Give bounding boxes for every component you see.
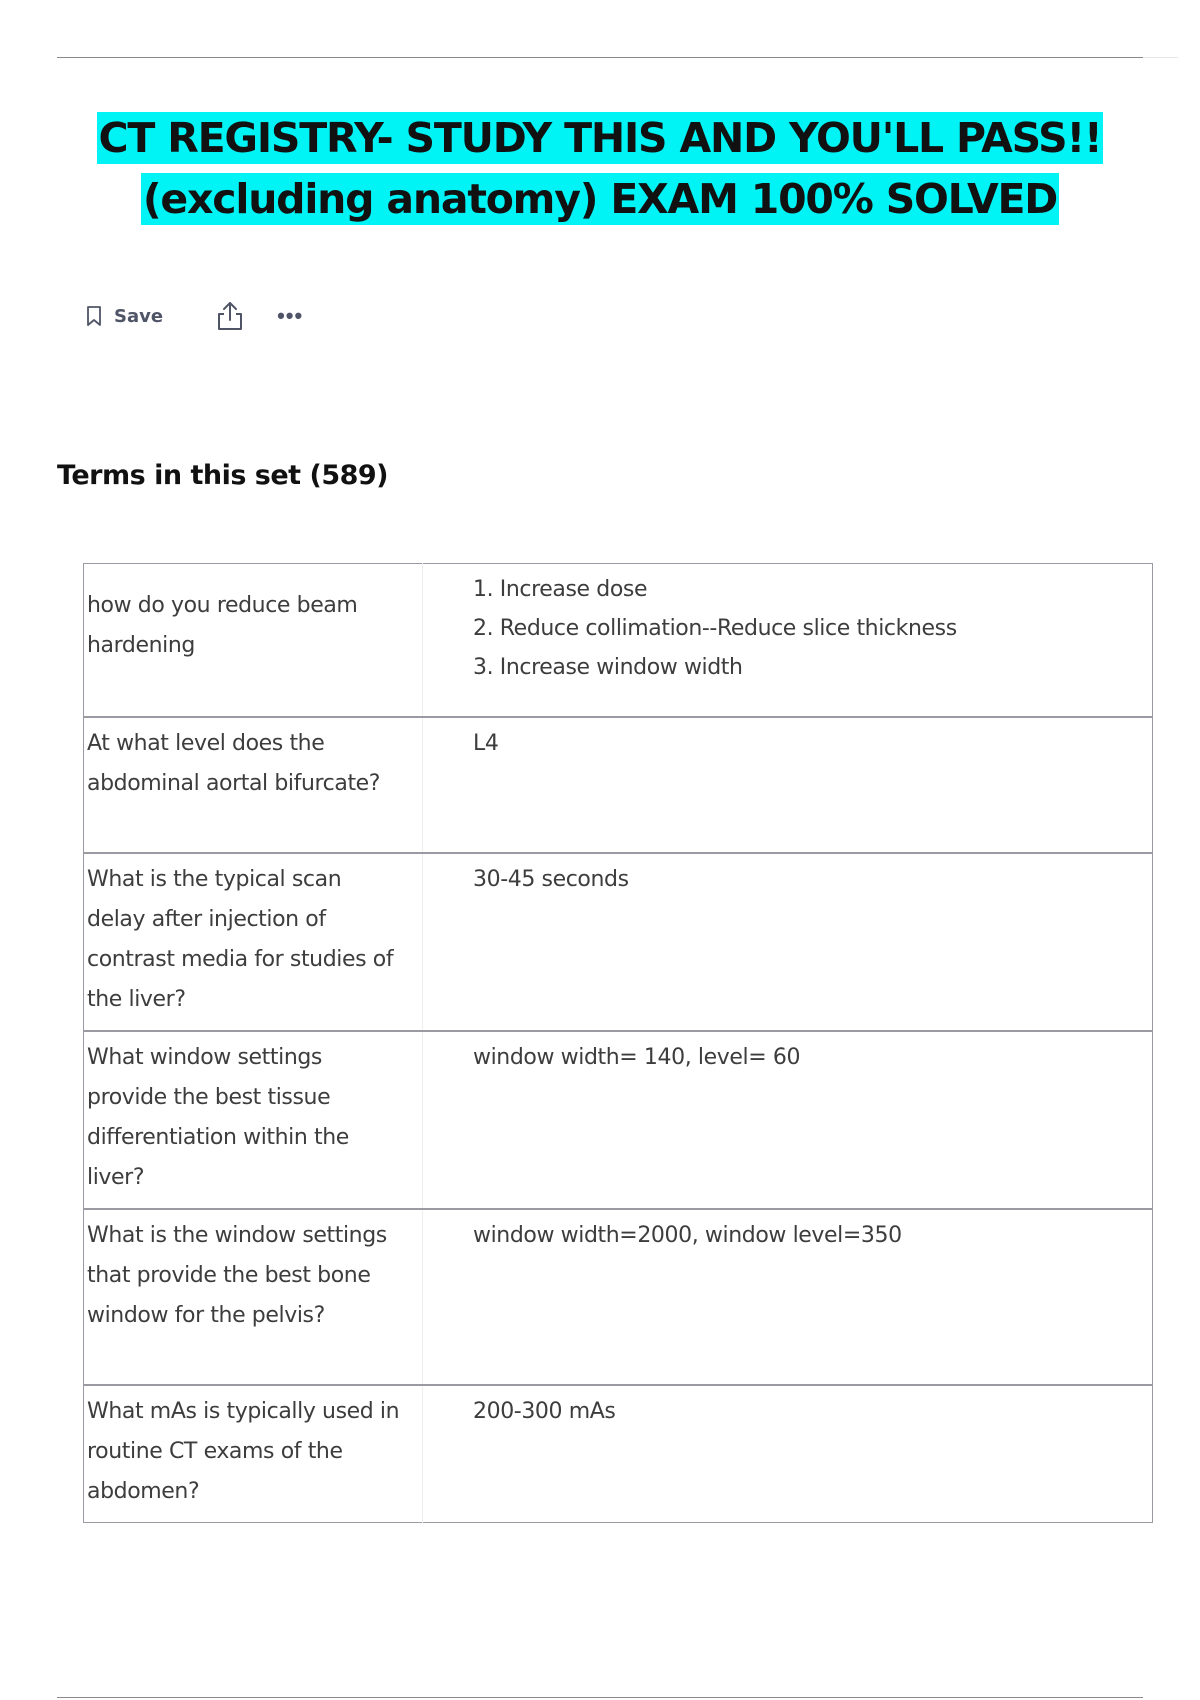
top-divider [57, 57, 1143, 58]
definition-cell [423, 564, 1153, 718]
table-row [84, 1031, 1153, 1209]
term-cell: What mAs is typically used in routine CT exams of the abdomen? [84, 1385, 423, 1523]
save-label: Save [114, 305, 164, 327]
save-button[interactable] [84, 305, 163, 327]
definition-line: 30-45 seconds [473, 867, 629, 892]
bottom-divider [57, 1697, 1143, 1698]
top-divider-end [1143, 57, 1178, 58]
term-cell: What window settings provide the best tissue differentiation within the liver? [84, 1031, 423, 1209]
share-icon[interactable] [215, 300, 245, 332]
definition-cell [423, 1031, 1153, 1209]
definition-cell [423, 1209, 1153, 1385]
definition-line: 3. Increase window width [473, 655, 743, 680]
table-row [84, 1209, 1153, 1385]
definition-line: L4 [473, 731, 499, 756]
definition-line: 200-300 mAs [473, 1399, 616, 1424]
title-line-1: CT REGISTRY- STUDY THIS AND YOU'LL PASS!! [98, 114, 1102, 162]
term-cell: What is the typical scan delay after injection of contrast media for studies of the liver? [84, 853, 423, 1031]
term-cell: how do you reduce beam hardening [84, 564, 423, 718]
term-cell: At what level does the abdominal aortal bifurcate? [84, 717, 423, 853]
term-cell: What is the window settings that provide the best bone window for the pelvis? [84, 1209, 423, 1385]
definition-cell [423, 853, 1153, 1031]
table-row [84, 717, 1153, 853]
page-title [60, 108, 1140, 230]
more-options-icon[interactable]: ••• [277, 303, 304, 328]
definition-line: 1. Increase dose [473, 577, 648, 602]
definition-cell [423, 1385, 1153, 1523]
definition-line: window width= 140, level= 60 [473, 1045, 801, 1070]
table-row [84, 853, 1153, 1031]
terms-table [83, 563, 1153, 1523]
title-line-2: (excluding anatomy) EXAM 100% SOLVED [142, 175, 1058, 223]
action-bar [84, 300, 303, 332]
definition-line: 2. Reduce collimation--Reduce slice thickness [473, 616, 957, 641]
definition-line: window width=2000, window level=350 [473, 1223, 902, 1248]
definition-cell [423, 717, 1153, 853]
terms-heading: Terms in this set (589) [57, 460, 389, 491]
table-row [84, 1385, 1153, 1523]
table-row [84, 564, 1153, 718]
bookmark-icon [84, 305, 104, 327]
